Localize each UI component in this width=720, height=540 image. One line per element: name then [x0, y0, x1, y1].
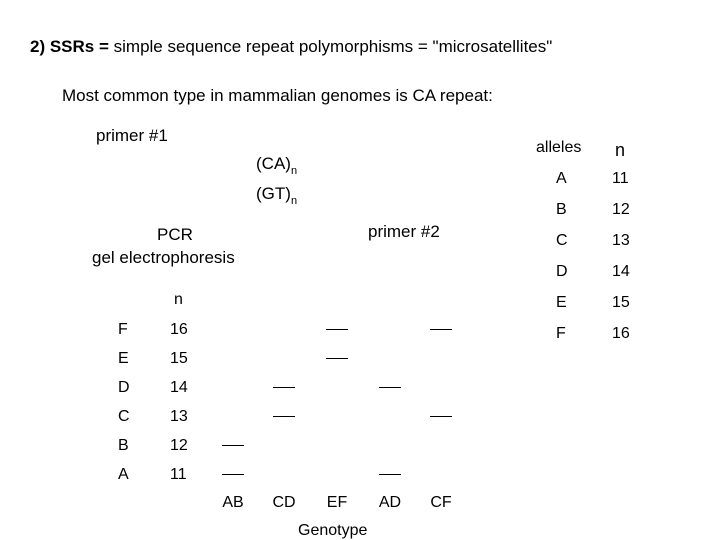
alleles-header: alleles [536, 139, 582, 156]
gel-row-allele: B [118, 437, 129, 454]
gt-repeat-label [256, 184, 298, 207]
gel-row-n: 12 [170, 437, 188, 454]
gel-band [430, 416, 452, 417]
ca-base: (CA) [256, 154, 291, 173]
gel-band [273, 416, 295, 417]
lane-genotype-label: EF [326, 494, 348, 511]
slide-title [30, 38, 552, 55]
gel-band [326, 329, 348, 330]
slide-subtitle: Most common type in mammalian genomes is CA repeat: [62, 86, 493, 105]
method-gel: gel electrophoresis [92, 248, 235, 267]
gel-row-n: 16 [170, 321, 188, 338]
ca-repeat-label [256, 154, 298, 177]
allele-letter: B [556, 201, 567, 218]
gel-row-allele: A [118, 466, 129, 483]
gt-base: (GT) [256, 184, 291, 203]
allele-letter: A [556, 170, 567, 187]
gel-band [222, 474, 244, 475]
gel-band [379, 387, 401, 388]
title-rest: simple sequence repeat polymorphisms = "microsatellites" [108, 37, 553, 56]
allele-letter: F [556, 325, 566, 342]
gel-row-allele: D [118, 379, 130, 396]
allele-letter: C [556, 232, 568, 249]
lane-genotype-label: CF [430, 494, 452, 511]
gt-subscript: n [290, 195, 298, 207]
gel-band [273, 387, 295, 388]
allele-n-value: 14 [612, 263, 630, 280]
alleles-n-header: n [615, 140, 626, 160]
allele-letter: D [556, 263, 568, 280]
allele-n-value: 13 [612, 232, 630, 249]
gel-band [379, 474, 401, 475]
gel-row-allele: F [118, 321, 128, 338]
gel-row-n: 15 [170, 350, 188, 367]
primer1-label: primer #1 [96, 126, 168, 145]
title-bold: 2) SSRs = [30, 37, 109, 56]
gel-band [326, 358, 348, 359]
allele-n-value: 15 [612, 294, 630, 311]
gel-band [430, 329, 452, 330]
gel-row-n: 13 [170, 408, 188, 425]
gel-row-n: 11 [170, 466, 187, 483]
genotype-axis-label: Genotype [298, 522, 368, 539]
allele-n-value: 11 [612, 170, 629, 187]
gel-row-n: 14 [170, 379, 188, 396]
ca-subscript: n [290, 165, 298, 177]
gel-row-allele: E [118, 350, 129, 367]
allele-letter: E [556, 294, 567, 311]
lane-genotype-label: AD [378, 494, 402, 511]
gel-row-allele: C [118, 408, 130, 425]
gel-band [222, 445, 244, 446]
lane-genotype-label: CD [272, 494, 296, 511]
primer2-label: primer #2 [368, 222, 440, 241]
allele-n-value: 16 [612, 325, 630, 342]
method-pcr: PCR [157, 225, 193, 244]
lane-genotype-label: AB [222, 494, 244, 511]
gel-n-header: n [174, 291, 183, 308]
allele-n-value: 12 [612, 201, 630, 218]
